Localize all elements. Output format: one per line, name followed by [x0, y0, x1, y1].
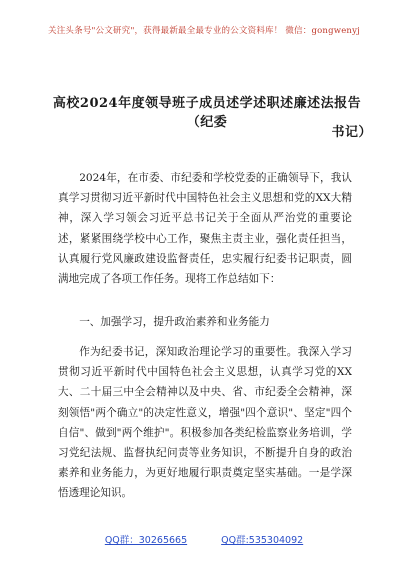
qq-group-link-2[interactable]: QQ群:535304092 [221, 535, 304, 546]
header-banner: 关注头条号"公文研究"，获得最新最全最专业的公文资料库！ 微信：gongwenyj [48, 26, 360, 36]
section-heading: 一、加强学习，提升政治素养和业务能力 [79, 316, 270, 328]
document-title: 高校2024年度领导班子成员述学述职述廉述法报告（纪委 [52, 96, 362, 130]
qq-group-link-1[interactable]: QQ群：30265665 [104, 535, 188, 546]
document-title-continued: 书记） [331, 125, 372, 140]
section-body-paragraph: 作为纪委书记，深知政治理论学习的重要性。我深入学习贯彻习近平新时代中国特色社会主义思想，认真学习党的XX大、二十届三中全会精神以及中央、省、市纪委全会精神，深刻领悟"两个确立"的决定性意义，增强"四个意识"、坚定"四个自信"、做到"两个维护"。积极参加各类纪检监察业务培训，学习党纪法规、监督执纪问责等业务知识，不断提升自身的政治素养和业务能力，为更好地履行职责奠定坚实基础。一是学深悟透理论知识。 [58, 346, 352, 500]
footer [0, 532, 408, 546]
intro-paragraph: 2024年，在市委、市纪委和学校党委的正确领导下，我认真学习贯彻习近平新时代中国特色社会主义思想和党的XX大精神，深入学习领会习近平总书记关于全面从严治党的重要论述，紧紧围绕学校中心工作，聚焦主责主业，强化责任担当，认真履行党风廉政建设监督责任，忠实履行纪委书记职责，圆满地完成了各项工作任务。现将工作总结如下： [58, 172, 352, 286]
